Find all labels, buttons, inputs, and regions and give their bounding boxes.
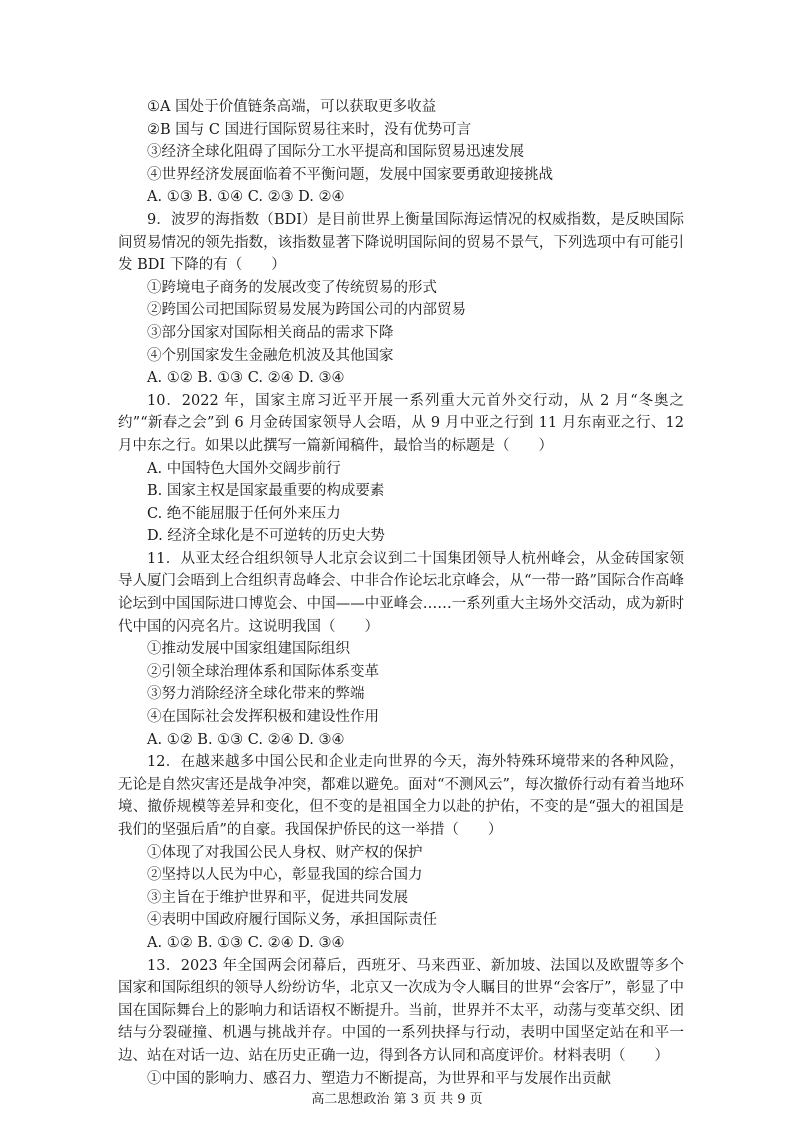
q12-option-3: ③主旨在于维护世界和平，促进共同发展 [147, 889, 408, 906]
q10-option-d: D. 经济全球化是不可逆转的历史大势 [147, 528, 385, 545]
q8-option-1: ①A 国处于价值链条高端，可以获取更多收益 [147, 99, 437, 115]
q11-option-2: ②引领全球治理体系和国际体系变革 [147, 663, 379, 680]
q8-option-2: ②B 国与 C 国进行国际贸易往来时，没有优势可言 [147, 121, 472, 138]
q9-option-2: ②跨国公司把国际贸易发展为跨国公司的内部贸易 [147, 302, 466, 319]
q12-option-1: ①体现了对我国公民人身权、财产权的保护 [147, 844, 423, 861]
q10-stem: 10．2022 年，国家主席习近平开展一系列重大元首外交行动，从 2 月“冬奥之约”“新春之会”到 6 月金砖国家领导人会晤，从 9 月中亚之行到 11 月东南亚之行、12 月中东之行。如果以此撰写一篇新闻稿件，最恰当的标题是（ ） [118, 392, 684, 454]
q11-option-4: ④在国际社会发挥积极和建设性作用 [147, 709, 379, 726]
q11-option-1: ①推动发展中国家组建国际组织 [147, 641, 350, 658]
q11-answers: A. ①② B. ①③ C. ②④ D. ③④ [147, 731, 345, 748]
q9-answers: A. ①② B. ①③ C. ②④ D. ③④ [147, 370, 345, 387]
q9-option-4: ④个别国家发生金融危机波及其他国家 [147, 347, 394, 364]
q12-stem: 12．在越来越多中国公民和企业走向世界的今天，海外特殊环境带来的各种风险，无论是自然灾害还是战争冲突，都难以避免。面对“不测风云”，每次撤侨行动有着当地环境、撤侨规模等差异和变化，但不变的是祖国全力以赴的护佑，不变的是“强大的祖国是我们的坚强后盾”的自豪。我国保护侨民的这一举措（ ） [118, 754, 684, 838]
q9-option-1: ①跨境电子商务的发展改变了传统贸易的形式 [147, 279, 437, 296]
q8-answers: A. ①③ B. ①④ C. ②③ D. ②④ [147, 189, 345, 206]
page-content [118, 96, 684, 1090]
q10-option-a: A. 中国特色大国外交阔步前行 [147, 460, 341, 477]
q10-option-b: B. 国家主权是国家最重要的构成要素 [147, 483, 385, 500]
q10-option-c: C. 绝不能屈服于任何外来压力 [147, 505, 341, 522]
q13-option-1: ①中国的影响力、感召力、塑造力不断提高，为世界和平与发展作出贡献 [147, 1070, 611, 1087]
q11-stem: 11．从亚太经合组织领导人北京会议到二十国集团领导人杭州峰会，从金砖国家领导人厦门会晤到上合组织青岛峰会、中非合作论坛北京峰会，从“一带一路”国际合作高峰论坛到中国国际进口博览会、中国——中亚峰会……一系列重大主场外交活动，成为新时代中国的闪亮名片。这说明我国（ ） [118, 550, 684, 635]
q11-option-3: ③努力消除经济全球化带来的弊端 [147, 686, 365, 703]
q8-option-4: ④世界经济发展面临着不平衡问题，发展中国家要勇敢迎接挑战 [147, 166, 553, 183]
q8-option-3: ③经济全球化阻碍了国际分工水平提高和国际贸易迅速发展 [147, 144, 524, 161]
q12-answers: A. ①② B. ①③ C. ②④ D. ③④ [147, 934, 345, 951]
q12-option-2: ②坚持以人民为中心，彰显我国的综合国力 [147, 867, 423, 884]
page-footer: 高二思想政治 第 3 页 共 9 页 [311, 1092, 483, 1107]
q13-stem: 13．2023 年全国两会闭幕后，西班牙、马来西亚、新加坡、法国以及欧盟等多个国家和国际组织的领导人纷纷访华，北京又一次成为令人瞩目的世界“会客厅”，彰显了中国在国际舞台上的影响力和话语权不断提升。当前，世界并不太平，动荡与变革交织、团结与分裂碰撞、机遇与挑战并存。中国的一系列抉择与行动，表明中国坚定站在和平一边、站在对话一边、站在历史正确一边，得到各方认同和高度评价。材料表明（ ） [118, 957, 684, 1064]
q12-option-4: ④表明中国政府履行国际义务，承担国际责任 [147, 912, 437, 929]
q9-option-3: ③部分国家对国际相关商品的需求下降 [147, 324, 394, 341]
q9-stem: 9．波罗的海指数（BDI）是目前世界上衡量国际海运情况的权威指数，是反映国际间贸易情况的领先指数，该指数显著下降说明国际间的贸易不景气，下列选项中有可能引发 BDI 下降的有（ ） [118, 211, 684, 274]
